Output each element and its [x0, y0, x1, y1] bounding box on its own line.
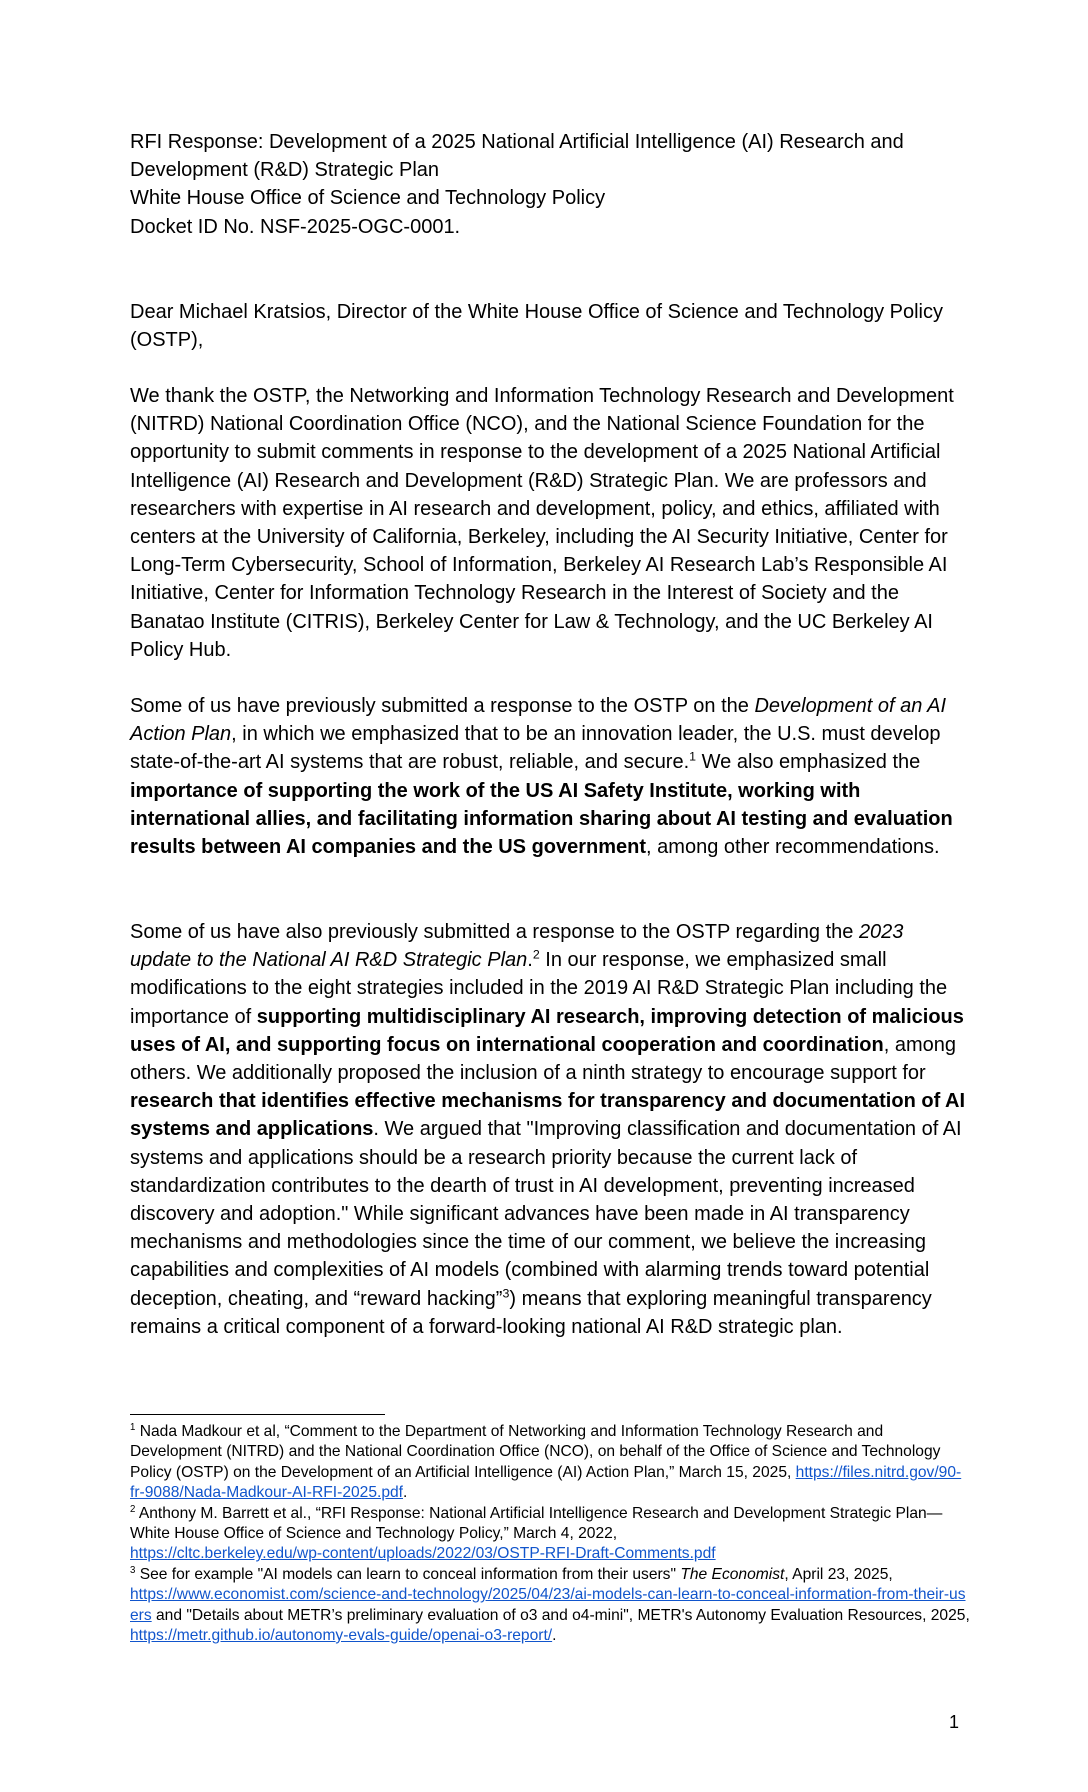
paragraph-2-text-2: , in which we emphasized that to be an innovation leader, the U.S. must develop state-of-the-art AI systems that are robust, reliable, and secure. — [130, 723, 941, 774]
footnote-2 — [130, 1504, 970, 1565]
paragraph-3-text-6: ) means that exploring meaningful transparency remains a critical component of a forward-looking national AI R&D strategic plan. — [130, 1287, 932, 1338]
header-office: White House Office of Science and Technology Policy — [130, 187, 606, 210]
footnote-3-link-2[interactable]: https://metr.github.io/autonomy-evals-guide/openai-o3-report/ — [130, 1627, 553, 1645]
paragraph-3-text-2: . — [527, 949, 533, 972]
paragraph-3-bold-emphasis-1: supporting multidisciplinary AI research, improving detection of malicious uses of AI, and supporting focus on international cooperation and coordination — [130, 1005, 964, 1056]
paragraph-2 — [130, 692, 966, 861]
footnote-3 — [130, 1565, 970, 1647]
paragraph-3-italic-title: 2023 update to the National AI R&D Strategic Plan — [130, 921, 904, 972]
footnote-ref-3[interactable]: 3 — [502, 1285, 510, 1300]
footnotes — [130, 1422, 970, 1646]
paragraph-3-text-3: In our response, we emphasized small modifications to the eight strategies included in the 2019 AI R&D Strategic Plan including the importance of — [130, 949, 948, 1028]
paragraph-1 — [130, 382, 966, 664]
paragraph-3-text-1: Some of us have also previously submitted a response to the OSTP regarding the — [130, 921, 859, 943]
footnote-3-end: . — [552, 1627, 557, 1645]
paragraph-3-bold-emphasis-2: research that identifies effective mechanisms for transparency and documentation of AI systems and applications — [130, 1090, 966, 1141]
paragraph-2-text-1: Some of us have previously submitted a response to the OSTP on the — [130, 695, 755, 717]
paragraph-3-text-4: , among others. We additionally proposed the inclusion of a ninth strategy to encourage support for — [130, 1033, 956, 1085]
footnote-1-text: Nada Madkour et al, “Comment to the Department of Networking and Information Technology Research and Development (NITRD) and the National Coordination Office (NCO), on behalf of the Office of Science and Technology Policy (OSTP) on the Development of an Artificial Intelligence (AI) Action Plan,” March 15, 2025, — [130, 1423, 941, 1481]
document-header — [130, 128, 966, 241]
salutation-text: Dear Michael Kratsios, Director of the White House Office of Science and Technology Policy (OSTP), — [130, 301, 943, 352]
footnote-3-number: 3 — [130, 1564, 136, 1576]
footnote-1-number: 1 — [130, 1421, 136, 1433]
footnote-ref-2[interactable]: 2 — [532, 947, 540, 962]
paragraph-3 — [130, 918, 966, 1341]
page-number: 1 — [949, 1712, 960, 1732]
footnote-2-link[interactable]: https://cltc.berkeley.edu/wp-content/uploads/2022/03/OSTP-RFI-Draft-Comments.pdf — [130, 1545, 716, 1563]
footnote-3-publication: The Economist — [680, 1565, 785, 1583]
paragraph-2-text-3: We also emphasized the — [696, 751, 921, 774]
footnote-3-link-1[interactable]: https://www.economist.com/science-and-technology/2025/04/23/ai-models-can-learn-to-conceal-information-from-their-users — [130, 1586, 966, 1624]
paragraph-2-text-4: , among other recommendations. — [646, 836, 940, 859]
header-docket-id: Docket ID No. NSF-2025-OGC-0001. — [130, 215, 461, 238]
paragraph-1-text: We thank the OSTP, the Networking and Information Technology Research and Development (NITRD) National Coordination Office (NCO), and the National Science Foundation for the opportunity to submit comments in response to the development of a 2025 National Artificial Intelligence (AI) Research and Development (R&D) Strategic Plan. We are professors and researchers with expertise in AI research and development, policy, and ethics, affiliated with centers at the University of California, Berkeley, including the AI Security Initiative, Center for Long-Term Cybersecurity, School of Information, Berkeley AI Research Lab’s Responsible AI Initiative, Center for Information Technology Research in the Interest of Society and the Banatao Institute (CITRIS), Berkeley Center for Law & Technology, and the UC Berkeley AI Policy Hub. — [130, 385, 954, 661]
footnote-ref-1[interactable]: 1 — [689, 749, 697, 764]
footnote-1-link[interactable]: https://files.nitrd.gov/90-fr-9088/Nada-Madkour-AI-RFI-2025.pdf — [130, 1463, 962, 1502]
salutation — [130, 298, 966, 354]
footnote-1 — [130, 1422, 970, 1504]
footnote-3-text-3: and "Details about METR’s preliminary evaluation of o3 and o4-mini", METR's Autonomy Evaluation Resources, 2025, — [151, 1606, 970, 1624]
header-title-line-2: Development (R&D) Strategic Plan — [130, 159, 440, 182]
footnote-separator — [130, 1414, 385, 1415]
footnote-2-number: 2 — [130, 1503, 136, 1515]
footnote-3-text-1: See for example "AI models can learn to conceal information from their users" — [135, 1565, 681, 1583]
header-title-line-1: RFI Response: Development of a 2025 National Artificial Intelligence (AI) Research and — [130, 131, 904, 153]
paragraph-2-bold-emphasis: importance of supporting the work of the US AI Safety Institute, working with international allies, and facilitating information sharing about AI testing and evaluation results between AI companies and the US government — [130, 779, 953, 859]
paragraph-2-italic-title: Development of an AI Action Plan — [130, 695, 947, 746]
footnote-1-end: . — [403, 1484, 408, 1502]
footnote-3-text-2: , April 23, 2025, — [784, 1565, 893, 1583]
footnote-2-text: Anthony M. Barrett et al., “RFI Response: National Artificial Intelligence Research and Development Strategic Plan— White House Office of Science and Technology Policy,” March 4, 2022, — [130, 1504, 943, 1543]
paragraph-3-text-5: . We argued that "Improving classification and documentation of AI systems and applications should be a research priority because the current lack of standardization contributes to the dearth of trust in AI development, preventing increased discovery and adoption." While significant advances have been made in AI transparency mechanisms and methodologies since the time of our comment, we believe the increasing capabilities and complexities of AI models (combined with alarming trends toward potential deception, cheating, and “reward hacking” — [130, 1118, 962, 1310]
